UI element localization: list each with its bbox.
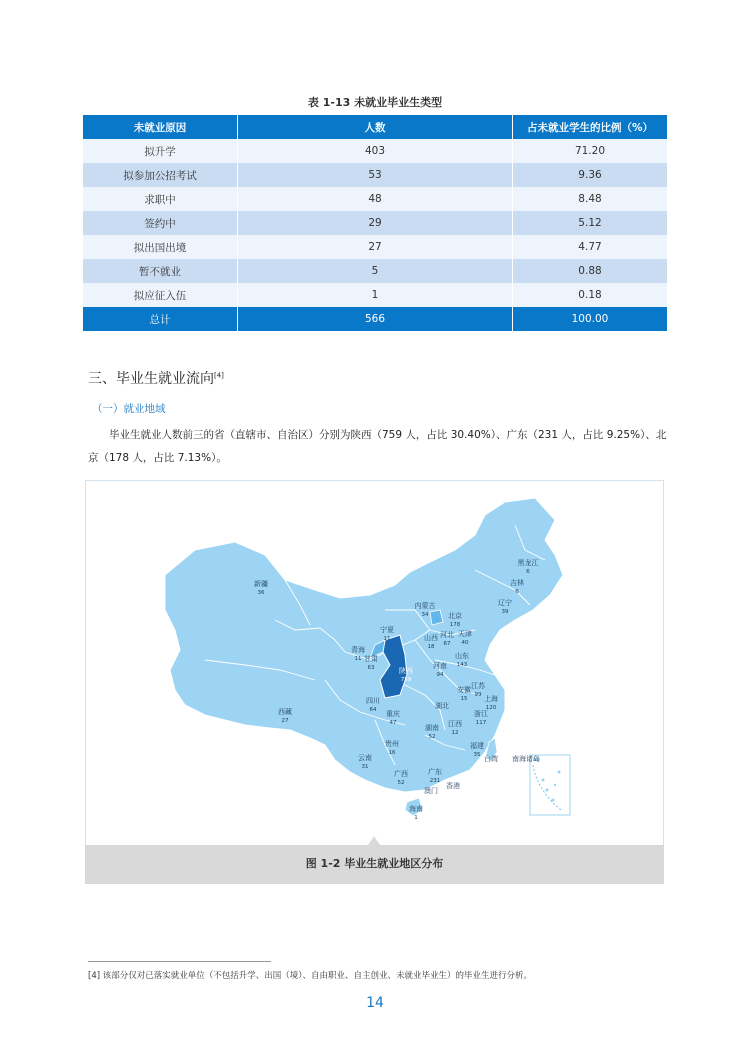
map-label-name: 云南 xyxy=(358,754,372,762)
cell-ratio: 5.12 xyxy=(513,211,668,235)
map-label-name: 湖南 xyxy=(425,724,439,732)
map-label-name: 山西 xyxy=(424,634,438,642)
map-label-name: 南海诸岛 xyxy=(512,755,540,763)
cell-reason: 暂不就业 xyxy=(83,259,238,283)
table-header-row xyxy=(83,115,668,139)
map-label-value: 759 xyxy=(400,677,412,683)
unemployed-graduates-table xyxy=(83,115,668,331)
map-label-name: 陕西 xyxy=(399,667,413,675)
map-label-value: 36 xyxy=(257,590,265,596)
map-label-name: 辽宁 xyxy=(498,599,512,607)
table-row xyxy=(83,187,668,211)
map-label-value: 120 xyxy=(485,705,497,711)
map-label-name: 浙江 xyxy=(474,710,488,718)
map-label-name: 福建 xyxy=(470,742,484,750)
map-label-value: 94 xyxy=(436,672,444,678)
map-label-value: 67 xyxy=(443,641,451,647)
footnote: [4] 该部分仅对已落实就业单位（不包括升学、出国（境）、自由职业、自主创业、未就业毕业生）的毕业生进行分析。 xyxy=(88,971,532,981)
cell-reason: 签约中 xyxy=(83,211,238,235)
cell-count: 29 xyxy=(238,211,513,235)
map-label-value: 15 xyxy=(460,696,468,702)
header-reason: 未就业原因 xyxy=(83,115,238,139)
south-china-sea-inset xyxy=(530,755,570,815)
map-label-name: 吉林 xyxy=(510,579,524,587)
body-paragraph: 毕业生就业人数前三的省（直辖市、自治区）分别为陕西（759 人，占比 30.40%）、广东（231 人，占比 9.25%）、北京（178 人，占比 7.13%）。 xyxy=(88,429,667,464)
map-label-name: 安徽 xyxy=(457,686,471,694)
table-total-row xyxy=(83,307,668,331)
table-row xyxy=(83,235,668,259)
cell-ratio: 9.36 xyxy=(513,163,668,187)
map-label-name: 新疆 xyxy=(254,580,268,588)
map-caption: 图 1-2 毕业生就业地区分布 xyxy=(305,857,444,870)
map-label-value: 11 xyxy=(383,636,391,642)
cell-total-label: 总计 xyxy=(83,307,238,331)
map-label-name: 湖北 xyxy=(435,702,449,710)
map-label-value: 11 xyxy=(354,656,362,662)
map-label-value: 18 xyxy=(427,644,435,650)
cell-total-ratio: 100.00 xyxy=(513,307,668,331)
map-label-value: 6 xyxy=(515,589,519,595)
map-label-value: 1 xyxy=(414,815,418,821)
footnote-divider xyxy=(88,961,271,962)
cell-count: 5 xyxy=(238,259,513,283)
map-label-value: 63 xyxy=(367,665,375,671)
cell-count: 48 xyxy=(238,187,513,211)
cell-ratio: 71.20 xyxy=(513,139,668,163)
cell-ratio: 8.48 xyxy=(513,187,668,211)
map-label-name: 河南 xyxy=(433,662,447,670)
cell-ratio: 4.77 xyxy=(513,235,668,259)
map-label-value: 40 xyxy=(461,640,469,646)
cell-ratio: 0.18 xyxy=(513,283,668,307)
map-label-name: 江苏 xyxy=(471,682,485,690)
china-employment-map xyxy=(85,480,664,850)
map-label-value: 231 xyxy=(429,778,441,784)
map-label-value: 27 xyxy=(281,718,289,724)
map-label-name: 澳门 xyxy=(424,787,438,795)
subsection-title: （一）就业地域 xyxy=(92,403,166,415)
section-title-text: 三、毕业生就业流向 xyxy=(88,371,214,387)
map-label-value: 64 xyxy=(369,707,377,713)
cell-reason: 拟参加公招考试 xyxy=(83,163,238,187)
table-row xyxy=(83,259,668,283)
map-label-name: 重庆 xyxy=(386,710,400,718)
map-label-value: 35 xyxy=(473,752,481,758)
table-caption: 表 1-13 未就业毕业生类型 xyxy=(307,96,443,109)
cell-ratio: 0.88 xyxy=(513,259,668,283)
cell-count: 1 xyxy=(238,283,513,307)
map-label-name: 黑龙江 xyxy=(517,559,539,567)
map-label-name: 宁夏 xyxy=(380,626,394,634)
map-label-value: 47 xyxy=(389,720,397,726)
table-row xyxy=(83,211,668,235)
footnote-ref: [4] xyxy=(214,371,224,380)
table-row xyxy=(83,139,668,163)
header-count: 人数 xyxy=(238,115,513,139)
cell-reason: 拟出国出境 xyxy=(83,235,238,259)
map-label-name: 四川 xyxy=(366,697,380,705)
map-label-value: 99 xyxy=(474,692,482,698)
map-label-value: 34 xyxy=(421,612,429,618)
page-number: 14 xyxy=(366,995,384,1011)
map-label-value: 117 xyxy=(475,720,487,726)
map-label-name: 海南 xyxy=(409,805,423,813)
map-label-name: 西藏 xyxy=(278,708,292,716)
cell-reason: 求职中 xyxy=(83,187,238,211)
map-label-name: 天津 xyxy=(458,630,472,638)
table-row xyxy=(83,163,668,187)
map-label-value: 52 xyxy=(428,734,436,740)
map-label-value: 16 xyxy=(388,750,396,756)
map-label-name: 青海 xyxy=(351,646,365,654)
map-label-name: 香港 xyxy=(446,782,460,790)
map-label-name: 广西 xyxy=(394,770,408,778)
map-label-value: 52 xyxy=(397,780,405,786)
map-label-value: 31 xyxy=(361,764,369,770)
map-label-name: 内蒙古 xyxy=(414,602,436,610)
map-label-name: 台湾 xyxy=(484,755,498,763)
map-label-value: 6 xyxy=(526,569,530,575)
map-label-name: 甘肃 xyxy=(364,655,378,663)
cell-reason: 拟升学 xyxy=(83,139,238,163)
map-label-name: 江西 xyxy=(448,720,462,728)
china-landmass xyxy=(165,498,563,792)
map-label-value: 12 xyxy=(451,730,459,736)
cell-reason: 拟应征入伍 xyxy=(83,283,238,307)
map-label-name: 广东 xyxy=(428,768,442,776)
cell-count: 403 xyxy=(238,139,513,163)
caption-notch xyxy=(368,836,380,845)
map-label-value: 178 xyxy=(449,622,461,628)
map-label-name: 河北 xyxy=(440,631,454,639)
section-title xyxy=(88,368,224,388)
map-label-name: 山东 xyxy=(455,652,469,660)
table-row xyxy=(83,283,668,307)
header-ratio: 占未就业学生的比例（%） xyxy=(513,115,668,139)
map-label-value: 39 xyxy=(501,609,509,615)
cell-count: 53 xyxy=(238,163,513,187)
cell-count: 27 xyxy=(238,235,513,259)
map-label-name: 上海 xyxy=(484,695,498,703)
map-label-name: 贵州 xyxy=(385,740,399,748)
map-label-name: 北京 xyxy=(448,612,462,620)
map-label-value: 143 xyxy=(456,662,468,668)
cell-total-count: 566 xyxy=(238,307,513,331)
